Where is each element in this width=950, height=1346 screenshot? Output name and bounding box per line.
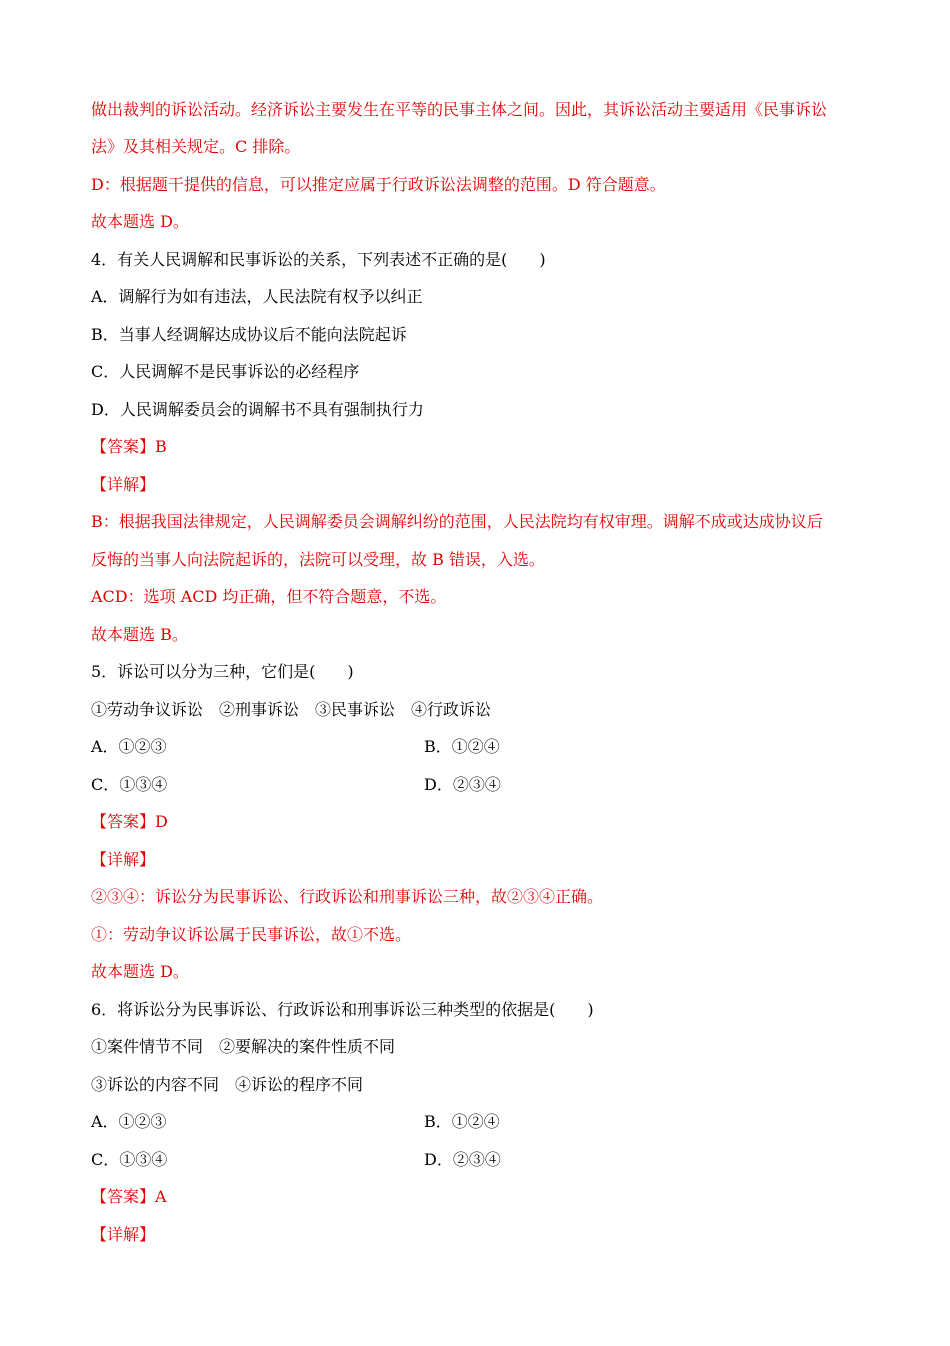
question-4-stem: 4．有关人民调解和民事诉讼的关系，下列表述不正确的是( ) (91, 250, 546, 269)
explanation-line: ②③④：诉讼分为民事诉讼、行政诉讼和刑事诉讼三种，故②③④正确。 (91, 887, 604, 906)
explanation-line: 反悔的当事人向法院起诉的，法院可以受理，故 B 错误，入选。 (91, 550, 545, 569)
question-5-option-c: C．①③④ (91, 775, 168, 794)
explanation-line: D：根据题干提供的信息，可以推定应属于行政诉讼法调整的范围。D 符合题意。 (91, 175, 666, 194)
question-4-option-a: A．调解行为如有违法，人民法院有权予以纠正 (91, 287, 423, 306)
conclusion-line: 故本题选 D。 (91, 212, 189, 231)
conclusion-line: 故本题选 B。 (91, 625, 188, 644)
detail-label: 【详解】 (91, 850, 156, 869)
question-6-items: ③诉讼的内容不同 ④诉讼的程序不同 (91, 1075, 364, 1094)
conclusion-line: 故本题选 D。 (91, 962, 189, 981)
question-5-option-a: A．①②③ (91, 737, 167, 756)
question-5-stem: 5．诉讼可以分为三种，它们是( ) (91, 662, 354, 681)
question-4-option-c: C．人民调解不是民事诉讼的必经程序 (91, 362, 360, 381)
answer-label: 【答案】D (91, 812, 168, 831)
explanation-line: 做出裁判的诉讼活动。经济诉讼主要发生在平等的民事主体之间。因此，其诉讼活动主要适用《民事诉讼 (91, 100, 828, 119)
explanation-line: ①：劳动争议诉讼属于民事诉讼，故①不选。 (91, 925, 412, 944)
question-6-items: ①案件情节不同 ②要解决的案件性质不同 (91, 1037, 396, 1056)
answer-label: 【答案】A (91, 1187, 167, 1206)
explanation-line: 法》及其相关规定。C 排除。 (91, 137, 301, 156)
explanation-line: B：根据我国法律规定，人民调解委员会调解纠纷的范围，人民法院均有权审理。调解不成或达成协议后 (91, 512, 823, 531)
question-6-stem: 6．将诉讼分为民事诉讼、行政诉讼和刑事诉讼三种类型的依据是( ) (91, 1000, 594, 1019)
question-6-option-c: C．①③④ (91, 1150, 168, 1169)
question-6-option-d: D．②③④ (424, 1150, 501, 1169)
answer-label: 【答案】B (91, 437, 167, 456)
question-4-option-d: D．人民调解委员会的调解书不具有强制执行力 (91, 400, 424, 419)
question-4-option-b: B．当事人经调解达成协议后不能向法院起诉 (91, 325, 407, 344)
explanation-line: ACD：选项 ACD 均正确，但不符合题意，不选。 (91, 587, 447, 606)
question-6-option-b: B．①②④ (424, 1112, 500, 1131)
detail-label: 【详解】 (91, 1225, 156, 1244)
question-5-items: ①劳动争议诉讼 ②刑事诉讼 ③民事诉讼 ④行政诉讼 (91, 700, 492, 719)
question-6-option-a: A．①②③ (91, 1112, 167, 1131)
question-5-option-b: B．①②④ (424, 737, 500, 756)
detail-label: 【详解】 (91, 475, 156, 494)
question-5-option-d: D．②③④ (424, 775, 501, 794)
